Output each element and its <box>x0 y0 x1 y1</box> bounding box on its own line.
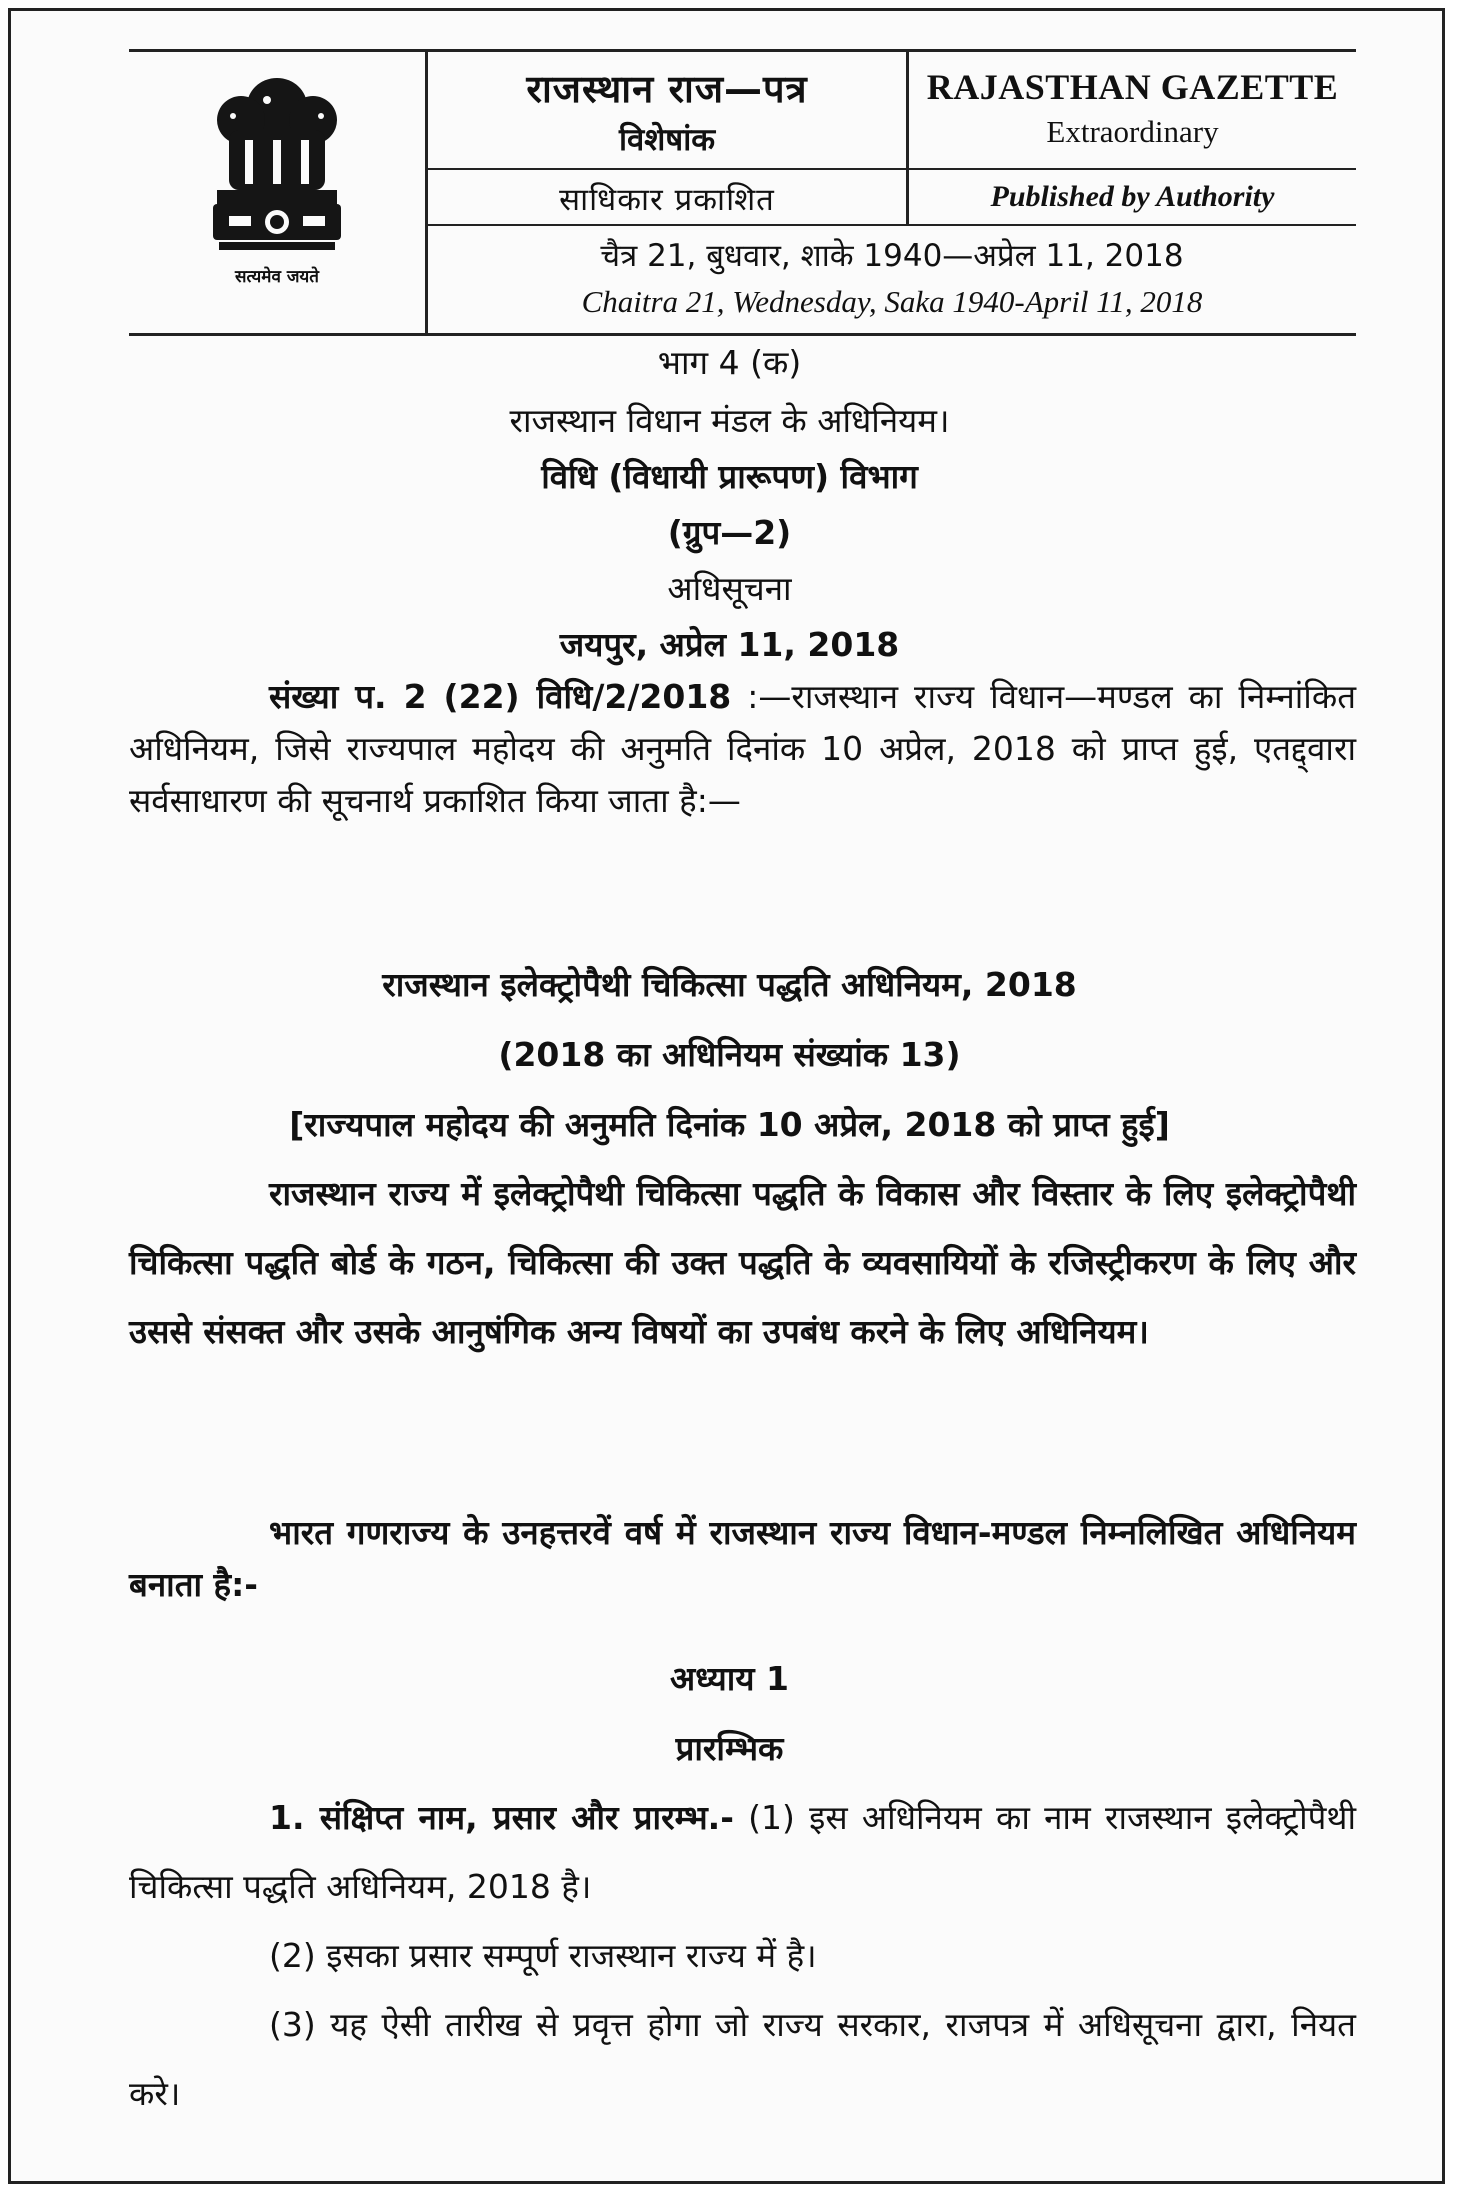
notice-body: :—राजस्थान राज्य विधान—मण्डल का निम्नांकित अधिनियम, जिसे राज्यपाल महोदय की अनुमति दिनांक 10 अप्रेल, 2018 को प्राप्त हुई, एतद्द्वारा सर्वसाधारण की सूचनार्थ प्रकाशित किया जाता है:— <box>129 677 1357 820</box>
hindi-published-cell <box>428 170 909 226</box>
notice-paragraph <box>129 671 1356 827</box>
group-label: (ग्रुप—2) <box>667 513 792 552</box>
english-title-cell <box>909 52 1356 170</box>
hindi-gazette-title: राजस्थान राज—पत्र <box>526 67 808 111</box>
english-gazette-title: RAJASTHAN GAZETTE <box>926 67 1339 107</box>
act-enactment: भारत गणराज्य के उनहत्तरवें वर्ष में राजस्थान राज्य विधान-मण्डल निम्नलिखित अधिनियम बनाता है:- <box>129 1513 1356 1604</box>
hindi-published: साधिकार प्रकाशित <box>559 182 775 218</box>
date-english: Chaitra 21, Wednesday, Saka 1940-April 11, 2018 <box>581 284 1203 319</box>
place-date: जयपुर, अप्रेल 11, 2018 <box>559 625 900 664</box>
notification-heading: अधिसूचना <box>667 569 792 608</box>
act-number: (2018 का अधिनियम संख्यांक 13) <box>498 1035 961 1074</box>
header-grid <box>425 52 1356 333</box>
chapter-title: प्रारम्भिक <box>675 1729 784 1768</box>
hindi-gazette-subtitle: विशेषांक <box>618 122 716 158</box>
section-1-heading: 1. संक्षिप्त नाम, प्रसार और प्रारम्भ.- <box>269 1798 734 1837</box>
act-preamble: राजस्थान राज्य में इलेक्ट्रोपैथी चिकित्सा पद्धति के विकास और विस्तार के लिए इलेक्ट्रोपैथी चिकित्सा पद्धति बोर्ड के गठन, चिकित्सा की उक्त पद्धति के व्यवसायियों के रजिस्ट्रीकरण के लिए और उससे संसक्त और उसके आनुषंगिक अन्य विषयों का उपबंध करने के लिए अधिनियम। <box>129 1174 1356 1351</box>
department-name: विधि (विधायी प्रारूपण) विभाग <box>541 457 918 496</box>
english-published: Published by Authority <box>990 180 1275 213</box>
gazette-header <box>129 49 1356 336</box>
chapter-number: अध्याय 1 <box>670 1659 789 1698</box>
section-1 <box>129 1783 1356 1921</box>
subsection-3: (3) यह ऐसी तारीख से प्रवृत्त होगा जो राज्य सरकार, राजपत्र में अधिसूचना द्वारा, नियत करे। <box>129 2005 1356 2113</box>
emblem-block <box>129 52 425 333</box>
ashoka-emblem-icon <box>209 70 345 260</box>
hindi-title-cell <box>428 52 909 170</box>
date-cell <box>428 226 1356 333</box>
act-title: राजस्थान इलेक्ट्रोपैथी चिकित्सा पद्धति अधिनियम, 2018 <box>382 965 1077 1004</box>
english-published-cell <box>909 170 1356 226</box>
gazette-page <box>8 8 1445 2184</box>
part-label: भाग 4 (क) <box>657 343 802 382</box>
act-assent: [राज्यपाल महोदय की अनुमति दिनांक 10 अप्रेल, 2018 को प्राप्त हुई] <box>289 1105 1170 1144</box>
emblem-motto: सत्यमेव जयते <box>235 267 319 287</box>
date-hindi: चैत्र 21, बुधवार, शाके 1940—अप्रेल 11, 2018 <box>600 238 1184 274</box>
english-gazette-subtitle: Extraordinary <box>1046 114 1219 149</box>
subsection-2: (2) इसका प्रसार सम्पूर्ण राजस्थान राज्य में है। <box>269 1936 817 1975</box>
notice-number: संख्या प. 2 (22) विधि/2/2018 <box>269 677 732 716</box>
section-1-text: (1) इस अधिनियम का नाम राजस्थान इलेक्ट्रोपैथी चिकित्सा पद्धति अधिनियम, 2018 है। <box>129 1798 1356 1906</box>
acts-line: राजस्थान विधान मंडल के अधिनियम। <box>509 401 950 440</box>
